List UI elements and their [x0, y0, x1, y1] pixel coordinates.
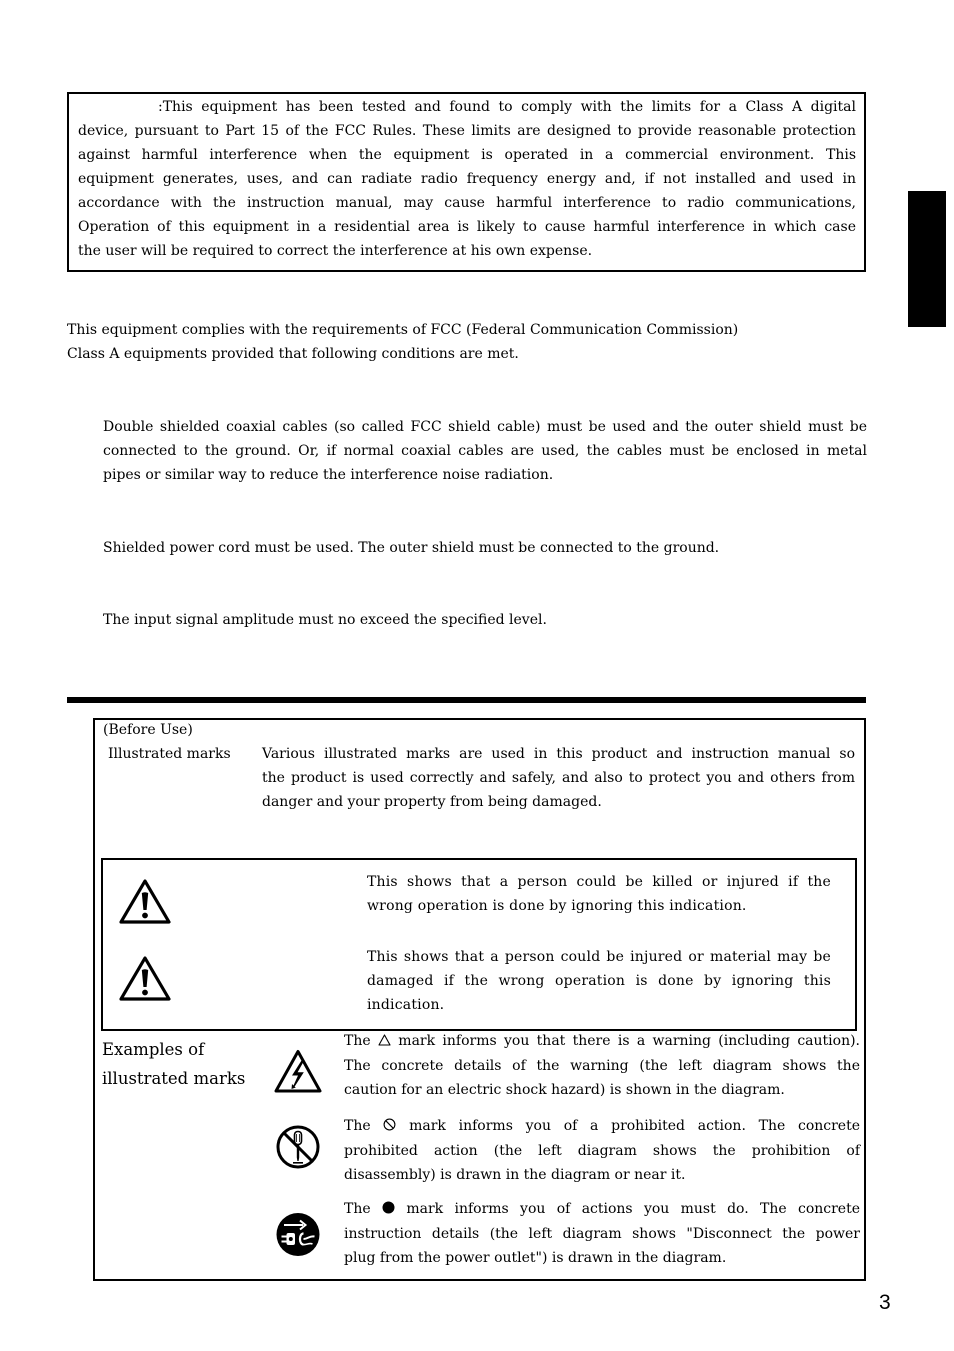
compliance-intro — [67, 318, 847, 366]
no-disassembly-icon — [276, 1124, 320, 1170]
example-line: caution for an electric shock hazard) is shown in the diagram. — [344, 1082, 785, 1098]
caution-line: damaged if the wrong operation is done by ignoring this — [367, 973, 831, 989]
electric-shock-icon — [273, 1048, 323, 1094]
section-divider — [67, 697, 866, 703]
caution-triangle-icon — [118, 954, 172, 1002]
example-line — [344, 1114, 860, 1139]
before-use-label: (Before Use) — [103, 722, 193, 738]
warning-line: wrong operation is done by ignoring this indication. — [367, 898, 747, 914]
example-warning-text — [344, 1029, 860, 1103]
warning-mark-icon — [378, 1034, 391, 1046]
example-line-rest: mark informs you of actions you must do. The concrete — [406, 1201, 861, 1217]
examples-heading-line: Examples of — [102, 1040, 205, 1059]
warning-triangle-icon — [118, 877, 172, 925]
illustrated-marks-intro — [262, 742, 855, 814]
example-line-rest: mark informs you that there is a warning (including caution). — [398, 1033, 861, 1049]
marks-intro-line: the product is used correctly and safely, and also to protect you and others from — [262, 770, 855, 786]
example-line-start: The — [344, 1118, 371, 1134]
examples-heading — [102, 1035, 245, 1093]
fcc-notice-line: the user will be required to correct the interference at his own expense. — [78, 243, 593, 259]
example-line: The concrete details of the warning (the left diagram shows the — [344, 1057, 860, 1074]
fcc-notice-line: accordance with the instruction manual, may cause harmful interference to radio communications, — [78, 195, 856, 211]
example-mandatory-text — [344, 1197, 860, 1271]
condition-input-signal — [103, 608, 867, 632]
condition-cables — [103, 415, 867, 487]
page-number: 3 — [879, 1291, 891, 1314]
fcc-notice-text — [78, 95, 856, 263]
condition-line: Shielded power cord must be used. The outer shield must be connected to the ground. — [103, 540, 720, 556]
caution-line: This shows that a person could be injured or material may be — [367, 949, 831, 965]
section-side-tab — [908, 191, 946, 327]
compliance-intro-line: Class A equipments provided that following conditions are met. — [67, 346, 519, 362]
disconnect-plug-icon — [276, 1212, 320, 1257]
example-line — [344, 1029, 860, 1054]
example-line-start: The — [344, 1033, 371, 1049]
mandatory-mark-icon — [382, 1201, 395, 1214]
condition-power-cord — [103, 536, 867, 560]
warning-line: This shows that a person could be killed or injured if the — [367, 874, 831, 890]
prohibited-mark-icon — [383, 1118, 396, 1131]
compliance-intro-line: This equipment complies with the requirements of FCC (Federal Communication Commission) — [67, 322, 739, 338]
examples-heading-line: illustrated marks — [102, 1069, 246, 1088]
fcc-notice-line: against harmful interference when the equipment is operated in a commercial environment. This — [78, 147, 856, 163]
condition-line: The input signal amplitude must no exceed the specified level. — [103, 612, 547, 628]
illustrated-marks-heading: Illustrated marks — [108, 746, 231, 762]
condition-line: Double shielded coaxial cables (so called FCC shield cable) must be used and the outer shield must be — [103, 419, 867, 435]
marks-intro-line: Various illustrated marks are used in this product and instruction manual so — [262, 746, 855, 762]
example-line: plug from the power outlet") is drawn in the diagram. — [344, 1250, 727, 1266]
fcc-notice-line: equipment generates, uses, and can radiate radio frequency energy and, if not installed and used in — [78, 171, 856, 187]
example-line: prohibited action (the left diagram shows the prohibition of — [344, 1142, 860, 1159]
fcc-notice-line: device, pursuant to Part 15 of the FCC Rules. These limits are designed to provide reasonable protection — [78, 123, 856, 139]
fcc-notice-line: Operation of this equipment in a residential area is likely to cause harmful interference in which case — [78, 219, 856, 235]
caution-description — [367, 945, 831, 1017]
condition-line: pipes or similar way to reduce the interference noise radiation. — [103, 467, 554, 483]
safety-precautions-box — [93, 718, 866, 1281]
condition-line: connected to the ground. Or, if normal coaxial cables are used, the cables must be enclosed in metal — [103, 443, 867, 459]
example-line-start: The — [344, 1201, 371, 1217]
signal-words-box — [101, 858, 857, 1031]
fcc-notice-line: :This equipment has been tested and found to comply with the limits for a Class A digital — [158, 99, 856, 115]
warning-description — [367, 870, 831, 918]
caution-line: indication. — [367, 997, 445, 1013]
example-line: instruction details (the left diagram shows "Disconnect the power — [344, 1225, 860, 1242]
marks-intro-line: danger and your property from being damaged. — [262, 794, 602, 810]
example-line — [344, 1197, 860, 1222]
example-line-rest: mark informs you of a prohibited action. The concrete — [409, 1118, 861, 1134]
example-prohibited-text — [344, 1114, 860, 1188]
example-line: disassembly) is drawn in the diagram or near it. — [344, 1167, 686, 1183]
fcc-notice-box — [67, 92, 866, 272]
